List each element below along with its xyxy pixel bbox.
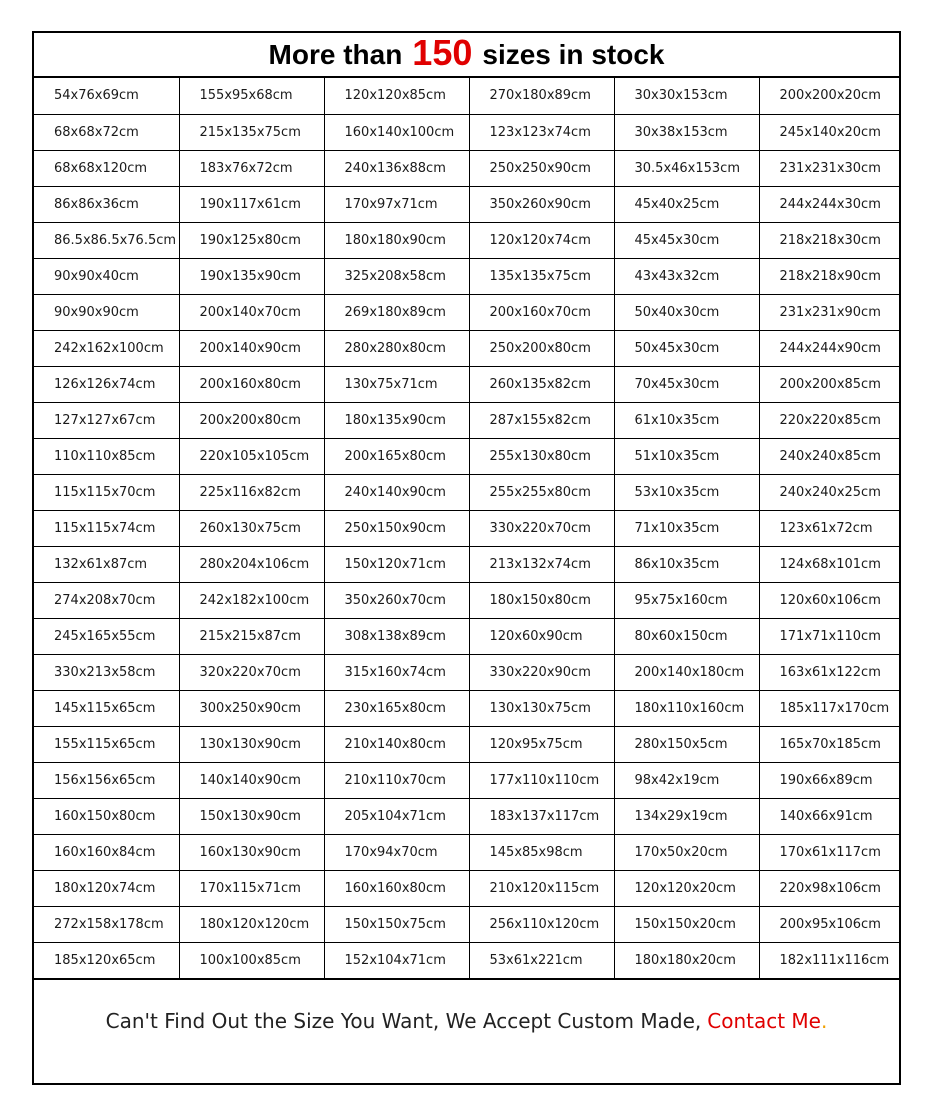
- table-row: [34, 78, 901, 114]
- size-cell: 350x260x90cm: [469, 186, 614, 222]
- size-cell: 130x75x71cm: [324, 366, 469, 402]
- title-number: 150: [412, 31, 473, 73]
- size-cell: 240x240x85cm: [759, 438, 901, 474]
- size-cell: 213x132x74cm: [469, 546, 614, 582]
- size-cell: 270x180x89cm: [469, 78, 614, 114]
- size-cell: 123x61x72cm: [759, 510, 901, 546]
- size-cell: 330x220x90cm: [469, 654, 614, 690]
- size-cell: 145x115x65cm: [34, 690, 179, 726]
- table-row: [34, 870, 901, 906]
- title-prefix: More than: [268, 38, 403, 70]
- size-cell: 155x95x68cm: [179, 78, 324, 114]
- table-row: [34, 330, 901, 366]
- size-cell: 160x140x100cm: [324, 114, 469, 150]
- size-cell: 120x60x90cm: [469, 618, 614, 654]
- size-cell: 274x208x70cm: [34, 582, 179, 618]
- size-cell: 45x40x25cm: [614, 186, 759, 222]
- size-cell: 242x162x100cm: [34, 330, 179, 366]
- size-cell: 90x90x90cm: [34, 294, 179, 330]
- size-cell: 200x165x80cm: [324, 438, 469, 474]
- table-row: [34, 582, 901, 618]
- size-cell: 160x150x80cm: [34, 798, 179, 834]
- size-cell: 200x160x70cm: [469, 294, 614, 330]
- size-cell: 218x218x30cm: [759, 222, 901, 258]
- size-cell: 330x220x70cm: [469, 510, 614, 546]
- size-cell: 163x61x122cm: [759, 654, 901, 690]
- size-cell: 160x130x90cm: [179, 834, 324, 870]
- table-row: [34, 150, 901, 186]
- size-cell: 220x105x105cm: [179, 438, 324, 474]
- size-cell: 320x220x70cm: [179, 654, 324, 690]
- size-cell: 220x220x85cm: [759, 402, 901, 438]
- table-row: [34, 186, 901, 222]
- page-title: [34, 33, 899, 78]
- table-row: [34, 474, 901, 510]
- size-cell: 180x120x120cm: [179, 906, 324, 942]
- size-cell: 180x120x74cm: [34, 870, 179, 906]
- size-cell: 86.5x86.5x76.5cm: [34, 222, 179, 258]
- size-cell: 150x130x90cm: [179, 798, 324, 834]
- size-cell: 50x45x30cm: [614, 330, 759, 366]
- size-cell: 183x76x72cm: [179, 150, 324, 186]
- size-cell: 260x135x82cm: [469, 366, 614, 402]
- size-cell: 43x43x32cm: [614, 258, 759, 294]
- size-cell: 127x127x67cm: [34, 402, 179, 438]
- size-cell: 130x130x90cm: [179, 726, 324, 762]
- size-cell: 200x140x90cm: [179, 330, 324, 366]
- size-cell: 150x120x71cm: [324, 546, 469, 582]
- size-cell: 51x10x35cm: [614, 438, 759, 474]
- size-cell: 98x42x19cm: [614, 762, 759, 798]
- size-cell: 120x120x74cm: [469, 222, 614, 258]
- size-cell: 280x204x106cm: [179, 546, 324, 582]
- size-cell: 61x10x35cm: [614, 402, 759, 438]
- footer-text: Can't Find Out the Size You Want, We Accept Custom Made,: [105, 1009, 702, 1033]
- size-cell: 190x135x90cm: [179, 258, 324, 294]
- size-cell: 180x110x160cm: [614, 690, 759, 726]
- size-cell: 120x60x106cm: [759, 582, 901, 618]
- size-cell: 200x200x80cm: [179, 402, 324, 438]
- table-row: [34, 258, 901, 294]
- size-cell: 218x218x90cm: [759, 258, 901, 294]
- size-cell: 110x110x85cm: [34, 438, 179, 474]
- size-cell: 244x244x90cm: [759, 330, 901, 366]
- size-cell: 215x215x87cm: [179, 618, 324, 654]
- size-cell: 71x10x35cm: [614, 510, 759, 546]
- size-cell: 155x115x65cm: [34, 726, 179, 762]
- size-cell: 280x150x5cm: [614, 726, 759, 762]
- size-cell: 115x115x74cm: [34, 510, 179, 546]
- size-cell: 182x111x116cm: [759, 942, 901, 979]
- size-cell: 86x86x36cm: [34, 186, 179, 222]
- size-cell: 190x117x61cm: [179, 186, 324, 222]
- size-cell: 183x137x117cm: [469, 798, 614, 834]
- table-row: [34, 834, 901, 870]
- size-cell: 30x38x153cm: [614, 114, 759, 150]
- size-cell: 130x130x75cm: [469, 690, 614, 726]
- size-cell: 90x90x40cm: [34, 258, 179, 294]
- size-cell: 210x120x115cm: [469, 870, 614, 906]
- size-cell: 124x68x101cm: [759, 546, 901, 582]
- size-cell: 170x50x20cm: [614, 834, 759, 870]
- footer-period: .: [820, 1009, 828, 1033]
- sizes-table: [34, 78, 901, 980]
- size-cell: 160x160x80cm: [324, 870, 469, 906]
- contact-me-link[interactable]: Contact Me: [707, 1009, 821, 1033]
- size-cell: 200x200x85cm: [759, 366, 901, 402]
- size-cell: 170x115x71cm: [179, 870, 324, 906]
- size-cell: 68x68x72cm: [34, 114, 179, 150]
- table-row: [34, 618, 901, 654]
- size-cell: 120x95x75cm: [469, 726, 614, 762]
- table-row: [34, 402, 901, 438]
- table-row: [34, 222, 901, 258]
- size-cell: 180x135x90cm: [324, 402, 469, 438]
- size-cell: 80x60x150cm: [614, 618, 759, 654]
- table-row: [34, 762, 901, 798]
- table-row: [34, 690, 901, 726]
- size-cell: 170x94x70cm: [324, 834, 469, 870]
- sizes-table-body: [34, 78, 901, 979]
- size-cell: 115x115x70cm: [34, 474, 179, 510]
- size-cell: 205x104x71cm: [324, 798, 469, 834]
- size-cell: 255x130x80cm: [469, 438, 614, 474]
- size-chart: [32, 31, 901, 1085]
- table-row: [34, 942, 901, 979]
- size-cell: 245x140x20cm: [759, 114, 901, 150]
- size-cell: 123x123x74cm: [469, 114, 614, 150]
- size-cell: 140x66x91cm: [759, 798, 901, 834]
- size-cell: 200x95x106cm: [759, 906, 901, 942]
- size-cell: 315x160x74cm: [324, 654, 469, 690]
- size-cell: 231x231x90cm: [759, 294, 901, 330]
- size-cell: 120x120x85cm: [324, 78, 469, 114]
- table-row: [34, 294, 901, 330]
- size-cell: 171x71x110cm: [759, 618, 901, 654]
- size-cell: 225x116x82cm: [179, 474, 324, 510]
- size-cell: 126x126x74cm: [34, 366, 179, 402]
- size-cell: 325x208x58cm: [324, 258, 469, 294]
- size-cell: 45x45x30cm: [614, 222, 759, 258]
- size-cell: 145x85x98cm: [469, 834, 614, 870]
- size-cell: 30.5x46x153cm: [614, 150, 759, 186]
- size-cell: 170x61x117cm: [759, 834, 901, 870]
- table-row: [34, 510, 901, 546]
- size-cell: 185x117x170cm: [759, 690, 901, 726]
- size-cell: 245x165x55cm: [34, 618, 179, 654]
- size-cell: 135x135x75cm: [469, 258, 614, 294]
- size-cell: 300x250x90cm: [179, 690, 324, 726]
- size-cell: 200x200x20cm: [759, 78, 901, 114]
- size-cell: 50x40x30cm: [614, 294, 759, 330]
- size-cell: 53x61x221cm: [469, 942, 614, 979]
- size-cell: 190x66x89cm: [759, 762, 901, 798]
- size-cell: 170x97x71cm: [324, 186, 469, 222]
- size-cell: 250x200x80cm: [469, 330, 614, 366]
- size-cell: 86x10x35cm: [614, 546, 759, 582]
- size-cell: 120x120x20cm: [614, 870, 759, 906]
- size-cell: 220x98x106cm: [759, 870, 901, 906]
- size-cell: 240x140x90cm: [324, 474, 469, 510]
- footer-note: [34, 980, 899, 1062]
- size-cell: 240x240x25cm: [759, 474, 901, 510]
- size-cell: 250x250x90cm: [469, 150, 614, 186]
- size-cell: 95x75x160cm: [614, 582, 759, 618]
- size-cell: 156x156x65cm: [34, 762, 179, 798]
- size-cell: 256x110x120cm: [469, 906, 614, 942]
- size-cell: 150x150x20cm: [614, 906, 759, 942]
- size-cell: 272x158x178cm: [34, 906, 179, 942]
- size-cell: 287x155x82cm: [469, 402, 614, 438]
- size-cell: 132x61x87cm: [34, 546, 179, 582]
- size-cell: 68x68x120cm: [34, 150, 179, 186]
- size-cell: 242x182x100cm: [179, 582, 324, 618]
- size-cell: 255x255x80cm: [469, 474, 614, 510]
- size-cell: 210x110x70cm: [324, 762, 469, 798]
- size-cell: 160x160x84cm: [34, 834, 179, 870]
- size-cell: 210x140x80cm: [324, 726, 469, 762]
- size-cell: 190x125x80cm: [179, 222, 324, 258]
- size-cell: 150x150x75cm: [324, 906, 469, 942]
- size-cell: 53x10x35cm: [614, 474, 759, 510]
- size-cell: 200x160x80cm: [179, 366, 324, 402]
- size-cell: 350x260x70cm: [324, 582, 469, 618]
- size-cell: 330x213x58cm: [34, 654, 179, 690]
- table-row: [34, 438, 901, 474]
- size-cell: 269x180x89cm: [324, 294, 469, 330]
- table-row: [34, 114, 901, 150]
- size-cell: 180x180x90cm: [324, 222, 469, 258]
- size-cell: 180x150x80cm: [469, 582, 614, 618]
- table-row: [34, 726, 901, 762]
- size-cell: 134x29x19cm: [614, 798, 759, 834]
- table-row: [34, 654, 901, 690]
- size-cell: 215x135x75cm: [179, 114, 324, 150]
- size-cell: 30x30x153cm: [614, 78, 759, 114]
- table-row: [34, 798, 901, 834]
- size-cell: 54x76x69cm: [34, 78, 179, 114]
- size-cell: 177x110x110cm: [469, 762, 614, 798]
- size-cell: 250x150x90cm: [324, 510, 469, 546]
- size-cell: 70x45x30cm: [614, 366, 759, 402]
- title-suffix: sizes in stock: [482, 38, 665, 70]
- size-cell: 100x100x85cm: [179, 942, 324, 979]
- size-cell: 185x120x65cm: [34, 942, 179, 979]
- size-cell: 165x70x185cm: [759, 726, 901, 762]
- size-cell: 230x165x80cm: [324, 690, 469, 726]
- table-row: [34, 906, 901, 942]
- size-cell: 140x140x90cm: [179, 762, 324, 798]
- size-cell: 180x180x20cm: [614, 942, 759, 979]
- size-cell: 244x244x30cm: [759, 186, 901, 222]
- size-cell: 152x104x71cm: [324, 942, 469, 979]
- table-row: [34, 366, 901, 402]
- size-cell: 280x280x80cm: [324, 330, 469, 366]
- size-cell: 240x136x88cm: [324, 150, 469, 186]
- size-cell: 200x140x180cm: [614, 654, 759, 690]
- size-cell: 200x140x70cm: [179, 294, 324, 330]
- size-cell: 231x231x30cm: [759, 150, 901, 186]
- table-row: [34, 546, 901, 582]
- size-cell: 308x138x89cm: [324, 618, 469, 654]
- size-cell: 260x130x75cm: [179, 510, 324, 546]
